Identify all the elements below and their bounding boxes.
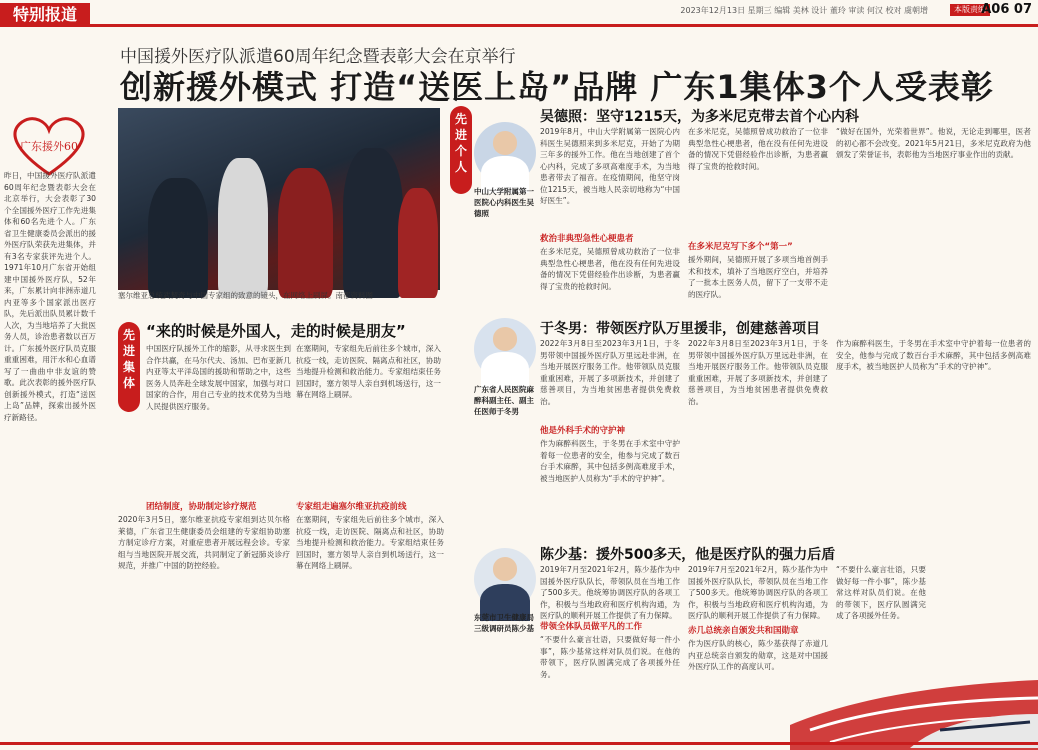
page-header	[0, 0, 1038, 26]
train-illustration	[790, 630, 1038, 750]
profile-3-subhead-2: 赤几总统亲自颁发共和国勋章	[688, 626, 799, 636]
headline: 创新援外模式 打造“送医上岛”品牌 广东1集体3个人受表彰	[120, 68, 994, 106]
footer-rule	[0, 742, 1038, 745]
profile-2-text: 2022年3月8日至2023年3月1日，于冬男带领中国援外医疗队万里远赴非洲，在当地开展医疗服务工作。他带领队员克服重重困难，开展了多项新技术，并创建了慈善项目，为当地贫困患者提供免费救治。	[540, 339, 680, 406]
profile-2-title: 于冬男：带领医疗队万里援非，创建慈善项目	[540, 321, 820, 337]
profile-1-text: 2019年8月，中山大学附属第一医院心内科医生吴德照来到多米尼克，开始了为期三年多的援外工作。他在当地创建了首个心内科，完成了多项高难度手术，为当地患者带去了福音。在疫情期间，他坚守岗位1215天，被当地人民亲切地称为“中国好医生”。	[540, 127, 680, 205]
group-section-title: “来的时候是外国人，走的时候是朋友”	[146, 322, 406, 340]
section-tag: 特别报道	[0, 3, 90, 27]
portrait-head	[493, 557, 518, 581]
profile-2-text-cont-2: 作为麻醉科医生，于冬男在手术室中守护着每一位患者的安全，他参与完成了数百台手术麻醉，其中包括多例高难度手术，被当地医护人员称为“手术的守护神”。	[836, 339, 1031, 371]
group-intro-text-2: 在塞期间，专家组先后前往多个城市，深入抗疫一线，走访医院、隔离点和社区，协助当地提升检测和救治能力。专家组结束任务回国时，塞方领导人亲自到机场送行，这一幕在网络上刷屏。	[296, 344, 441, 399]
logo-text: 广东援外60	[20, 140, 78, 153]
lead-photo	[118, 108, 440, 290]
portrait-wu-dezhao	[474, 122, 536, 184]
profile-1-title: 吴德照：坚守1215天，为多米尼克带去首个心内科	[540, 109, 859, 125]
tag-advanced-individual: 先进个人	[450, 106, 472, 194]
profile-2-caption: 广东省人民医院麻醉科副主任、副主任医师于冬男	[474, 385, 534, 416]
group-subhead-2: 专家组走遍塞尔维亚抗疫前线	[296, 502, 407, 512]
photo-figure	[343, 148, 403, 298]
group-subhead-1: 团结制度，协助制定诊疗规范	[146, 502, 257, 512]
portrait-chen-shaoji	[474, 548, 536, 610]
profile-3-text: 2019年7月至2021年2月，陈少基作为中国援外医疗队队长，带领队员在当地工作了500多天。他统筹协调医疗队的各项工作，积极与当地政府和医疗机构沟通，为医疗队的顺利开展工作提供了有力保障。	[540, 565, 680, 620]
profile-1-text-3: “做好在国外，光荣着世界”。他说，无论走到哪里，医者的初心都不会改变。2021年5月21日，多米尼克政府为他颁发了荣誉证书，表彰他为当地医疗事业作出的贡献。	[836, 127, 1031, 159]
lead-column: 昨日，中国援外医疗队派遣60周年纪念暨表彰大会在北京举行，大会表彰了30个全国援外医疗工作先进集体和60名先进个人。广东省卫生健康委员会派出的援外医疗队荣获先进集体，并有3名专家获评先进个人。1971年10月广东省开始组建中国援外医疗队，52年来，广东累计向非洲赤道几内亚等多个国家派出医疗队，先后派出队员累计数千人次，为当地培养了大批医务人员，诊治患者数以百万计。广东援外医疗队员克服重重困难，用汗水和心血谱写了一曲曲中非友谊的赞歌。此次表彰的援外医疗队创新援外模式，打造“送医上岛”品牌，探索出援外医疗新路径。	[4, 171, 96, 422]
portrait-head	[493, 131, 518, 155]
profile-1-text-1: 在多米尼克，吴德照曾成功救治了一位非典型急性心梗患者，他在没有任何先进设备的情况下凭借经验作出诊断，为患者赢得了宝贵的抢救时间。	[540, 247, 680, 291]
profile-2-text-cont: 2022年3月8日至2023年3月1日，于冬男带领中国援外医疗队万里远赴非洲，在当地开展医疗服务工作。他带领队员克服重重困难，开展了多项新技术，并创建了慈善项目，为当地贫困患者提供免费救治。	[688, 339, 828, 406]
profile-1-text-2: 援外期间，吴德照开展了多项当地首例手术和技术，填补了当地医疗空白，并培养了一批本土医务人员，留下了一支带不走的医疗队。	[688, 255, 828, 299]
profile-3-text-cont-2: “不要什么豪言壮语，只要做好每一件小事”，陈少基常这样对队员们说。在他的带领下，医疗队圆满完成了各项援外任务。	[836, 565, 926, 620]
photo-figure	[148, 178, 208, 298]
profile-3-title: 陈少基：援外500多天，他是医疗队的强力后盾	[540, 547, 836, 563]
edition-info: 2023年12月13日 星期三 编辑 美林 设计 董玲 审读 何汉 校对 虞朝增	[680, 6, 928, 15]
photo-caption: 塞尔维亚总统武契奇与中国专家组的致意的镜头，在网络上刷屏。南都资料图	[118, 291, 373, 300]
group-text-1: 2020年3月5日，塞尔维亚抗疫专家组到达贝尔格莱德，广东省卫生健康委员会组建的专家组协助塞方制定诊疗方案，对重症患者开展远程会诊。专家组与当地医院开展交流，共同制定了新冠肺炎诊疗规范，并推广中国的防控经验。	[118, 515, 290, 570]
profile-3-text-2: 作为医疗队的核心，陈少基获得了赤道几内亚总统亲自颁发的勋章，这是对中国援外医疗队工作的高度认可。	[688, 639, 828, 671]
group-intro-text: 中国医疗队援外工作的缩影，从寻求医生到合作共赢，在马尔代夫、汤加、巴布亚新几内亚等太平洋岛国的援助和帮助之中，这些医务人员奔赴全球发展中国家，加强与对口国家的合作，用自己专业的技术优势为当地人民提供医疗服务。	[146, 344, 291, 411]
profile-1-subhead-2: 在多米尼克写下多个“第一”	[688, 242, 793, 252]
photo-figure	[218, 158, 268, 298]
profile-2-subhead-1: 他是外科手术的守护神	[540, 426, 626, 436]
group-text-2: 在塞期间，专家组先后前往多个城市，深入抗疫一线，走访医院、隔离点和社区，协助当地提升检测和救治能力。专家组结束任务回国时，塞方领导人亲自到机场送行，这一幕在网络上刷屏。	[296, 515, 444, 570]
profile-3-text-1: “不要什么豪言壮语，只要做好每一件小事”，陈少基常这样对队员们说。在他的带领下，医疗队圆满完成了各项援外任务。	[540, 635, 680, 679]
photo-figure	[278, 168, 333, 298]
kicker: 中国援外医疗队派遣60周年纪念暨表彰大会在京举行	[120, 47, 516, 67]
photo-figure	[398, 188, 438, 298]
profile-2-text-1: 作为麻醉科医生，于冬男在手术室中守护着每一位患者的安全，他参与完成了数百台手术麻醉，其中包括多例高难度手术，被当地医护人员称为“手术的守护神”。	[540, 439, 680, 483]
page-number: A06 07	[981, 2, 1032, 17]
portrait-head	[493, 327, 518, 351]
editor-tag: 本版责编	[950, 4, 990, 16]
portrait-yu-dongnan	[474, 318, 536, 380]
tag-advanced-group: 先进集体	[118, 322, 140, 412]
profile-1-subhead-1: 救治非典型急性心梗患者	[540, 234, 634, 244]
profile-3-subhead-1: 带领全体队员做平凡的工作	[540, 622, 643, 632]
profile-3-text-cont: 2019年7月至2021年2月，陈少基作为中国援外医疗队队长，带领队员在当地工作了500多天。他统筹协调医疗队的各项工作，积极与当地政府和医疗机构沟通，为医疗队的顺利开展工作提供了有力保障。	[688, 565, 828, 620]
profile-3-caption: 东莞市卫生健康局三级调研员陈少基	[474, 613, 534, 633]
header-rule	[90, 24, 1038, 27]
profile-1-text-cont: 在多米尼克，吴德照曾成功救治了一位非典型急性心梗患者，他在没有任何先进设备的情况下凭借经验作出诊断，为患者赢得了宝贵的抢救时间。	[688, 127, 828, 171]
profile-1-caption: 中山大学附属第一医院心内科医生吴德照	[474, 187, 534, 218]
